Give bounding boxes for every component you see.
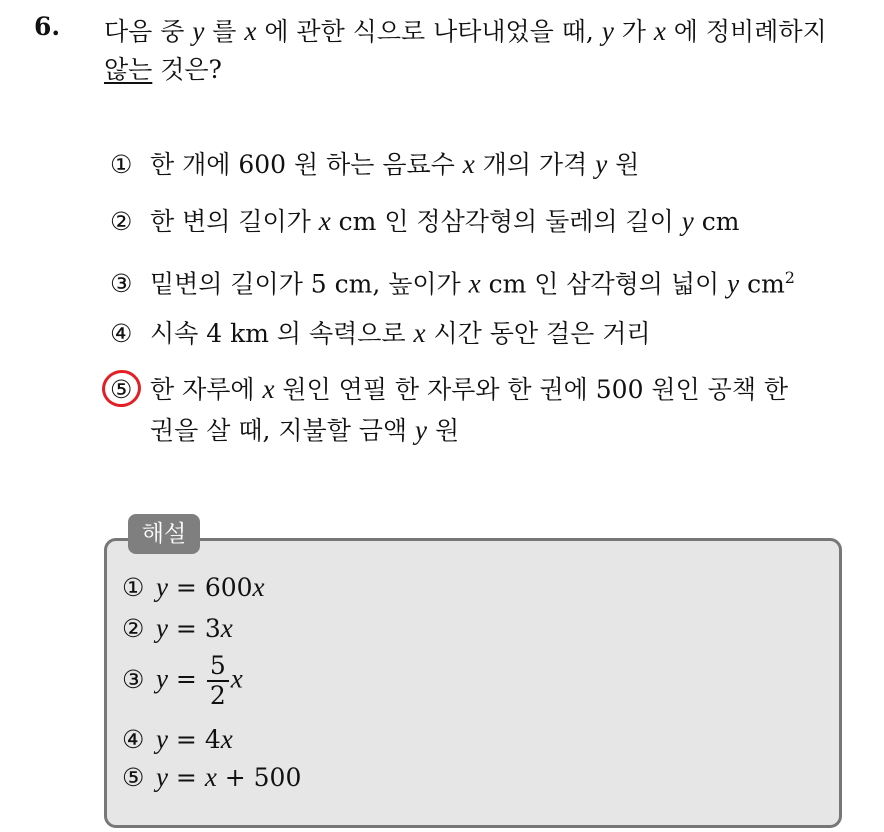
solution-line-1: ① y = 600x <box>122 572 265 602</box>
option-5[interactable]: ⑤ 한 자루에 x 원인 연필 한 자루와 한 권에 500 원인 공책 한 권을 살 때, 지불할 금액 y 원 <box>110 366 850 454</box>
question-number: 6. <box>34 12 61 41</box>
fraction: $\frac{5}{2}$ <box>207 652 229 710</box>
solution-line-2: ② y = 3x <box>122 613 233 643</box>
solution-label: 해설 <box>128 514 200 554</box>
question-stem: 다음 중 y 를 x 에 관한 식으로 나타내었을 때, y 가 x 에 정비례하지 않는 것은? <box>104 16 827 84</box>
solution-line-4: ④ y = 4x <box>122 724 233 754</box>
option-1[interactable]: ① 한 개에 600 원 하는 음료수 x 개의 가격 y 원 <box>110 149 640 179</box>
option-3[interactable]: ③ 밑변의 길이가 5 cm, 높이가 x cm 인 삼각형의 넓이 y $cm^2$ <box>110 268 795 299</box>
solution-line-5: ⑤ y = x + 500 <box>122 762 302 792</box>
option-2[interactable]: ② 한 변의 길이가 x cm 인 정삼각형의 둘레의 길이 y cm <box>110 206 740 236</box>
solution-line-3: ③ y = $\frac{5}{2}$ x <box>122 651 243 710</box>
answer-mark-circle <box>99 366 145 410</box>
emphasis-underline: 않는 <box>104 55 153 84</box>
option-4[interactable]: ④ 시속 4 km 의 속력으로 x 시간 동안 걸은 거리 <box>110 318 651 348</box>
